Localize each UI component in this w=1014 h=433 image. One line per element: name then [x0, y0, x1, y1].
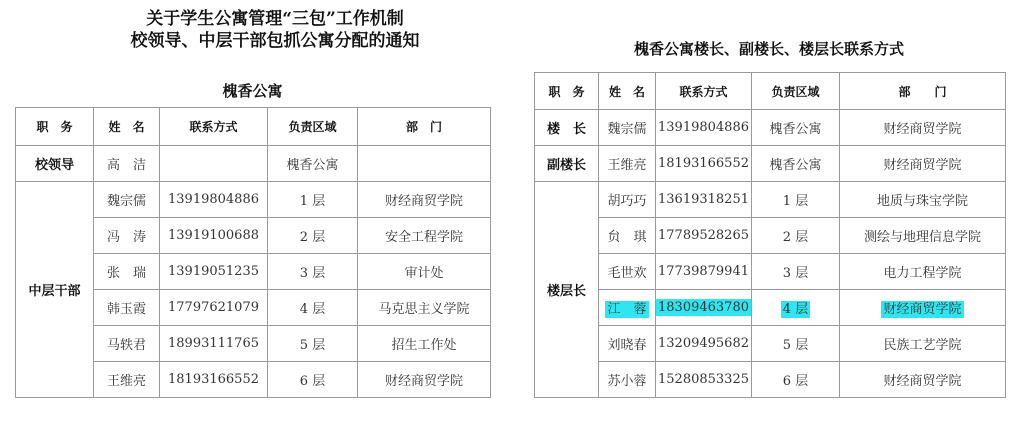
name-cell: 张 瑞 [94, 254, 160, 290]
name-cell: 胡巧巧 [599, 182, 656, 218]
table-row [535, 362, 1006, 398]
name-cell: 苏小蓉 [599, 362, 656, 398]
notice-title [60, 8, 490, 52]
area-cell: 2 层 [752, 218, 840, 254]
name-cell: 高 洁 [94, 146, 160, 182]
phone-cell: 13919804886 [160, 182, 268, 218]
highlighted-dept: 财经商贸学院 [883, 302, 962, 317]
header-dept: 部 门 [358, 108, 491, 146]
table-row [535, 146, 1006, 182]
header-name: 姓 名 [94, 108, 160, 146]
dept-cell: 测绘与地理信息学院 [840, 218, 1006, 254]
area-cell: 3 层 [752, 254, 840, 290]
table-header-row [535, 73, 1006, 110]
area-cell: 槐香公寓 [752, 146, 840, 182]
dept-cell: 财经商贸学院 [358, 362, 491, 398]
phone-cell: 18993111765 [160, 326, 268, 362]
phone-cell: 18193166552 [160, 362, 268, 398]
header-dept: 部 门 [840, 73, 1006, 110]
notice-title-line2: 校领导、中层干部包抓公寓分配的通知 [130, 31, 420, 51]
area-cell: 槐香公寓 [752, 110, 840, 146]
name-cell: 魏宗儒 [599, 110, 656, 146]
highlighted-area: 4 层 [782, 302, 809, 317]
name-cell: 刘晓春 [599, 326, 656, 362]
leader-assignment-table [15, 107, 491, 398]
header-name: 姓 名 [599, 73, 656, 110]
highlighted-name: 江 蓉 [607, 302, 647, 317]
dept-cell: 民族工艺学院 [840, 326, 1006, 362]
area-cell: 槐香公寓 [268, 146, 358, 182]
area-cell: 3 层 [268, 254, 358, 290]
dept-cell: 地质与珠宝学院 [840, 182, 1006, 218]
highlighted-phone: 18309463780 [658, 300, 749, 315]
header-role: 职 务 [535, 73, 599, 110]
area-cell: 1 层 [268, 182, 358, 218]
role-cell: 副楼长 [535, 146, 599, 182]
name-cell: 冯 涛 [94, 218, 160, 254]
table-row [535, 182, 1006, 218]
dept-cell: 财经商贸学院 [840, 362, 1006, 398]
area-cell: 6 层 [268, 362, 358, 398]
phone-cell [160, 146, 268, 182]
area-cell: 2 层 [268, 218, 358, 254]
dept-cell: 马克思主义学院 [358, 290, 491, 326]
name-cell: 韩玉霞 [94, 290, 160, 326]
name-cell [599, 290, 656, 326]
header-area: 负责区域 [268, 108, 358, 146]
table-row [535, 326, 1006, 362]
dept-cell: 电力工程学院 [840, 254, 1006, 290]
area-cell: 5 层 [752, 326, 840, 362]
dept-cell [840, 290, 1006, 326]
notice-title-line1: 关于学生公寓管理“三包”工作机制 [146, 9, 404, 29]
area-cell: 4 层 [268, 290, 358, 326]
dept-cell: 审计处 [358, 254, 491, 290]
table-row [16, 146, 491, 182]
phone-cell: 17797621079 [160, 290, 268, 326]
table-row [535, 218, 1006, 254]
role-cell: 中层干部 [16, 182, 94, 398]
role-cell: 校领导 [16, 146, 94, 182]
table-row [535, 110, 1006, 146]
phone-cell: 13919051235 [160, 254, 268, 290]
table-row [16, 182, 491, 218]
right-table-caption: 槐香公寓楼长、副楼长、楼层长联系方式 [633, 40, 904, 58]
dept-cell: 安全工程学院 [358, 218, 491, 254]
name-cell: 王维亮 [599, 146, 656, 182]
header-phone: 联系方式 [656, 73, 752, 110]
name-cell: 王维亮 [94, 362, 160, 398]
role-cell: 楼层长 [535, 182, 599, 398]
phone-cell [656, 290, 752, 326]
left-table-caption: 槐香公寓 [222, 82, 283, 100]
name-cell: 贠 琪 [599, 218, 656, 254]
phone-cell: 13919804886 [656, 110, 752, 146]
area-cell: 1 层 [752, 182, 840, 218]
name-cell: 马轶君 [94, 326, 160, 362]
phone-cell: 18193166552 [656, 146, 752, 182]
header-role: 职 务 [16, 108, 94, 146]
table-row-highlighted [535, 290, 1006, 326]
phone-cell: 15280853325 [656, 362, 752, 398]
dept-cell: 财经商贸学院 [840, 146, 1006, 182]
phone-cell: 17789528265 [656, 218, 752, 254]
phone-cell: 13209495682 [656, 326, 752, 362]
dept-cell: 招生工作处 [358, 326, 491, 362]
area-cell: 5 层 [268, 326, 358, 362]
phone-cell: 17739879941 [656, 254, 752, 290]
name-cell: 毛世欢 [599, 254, 656, 290]
phone-cell: 13619318251 [656, 182, 752, 218]
dept-cell [358, 146, 491, 182]
dept-cell: 财经商贸学院 [358, 182, 491, 218]
phone-cell: 13919100688 [160, 218, 268, 254]
header-phone: 联系方式 [160, 108, 268, 146]
table-row [535, 254, 1006, 290]
area-cell: 6 层 [752, 362, 840, 398]
dept-cell: 财经商贸学院 [840, 110, 1006, 146]
name-cell: 魏宗儒 [94, 182, 160, 218]
area-cell [752, 290, 840, 326]
table-header-row [16, 108, 491, 146]
building-contact-table [534, 72, 1006, 398]
role-cell: 楼 长 [535, 110, 599, 146]
header-area: 负责区域 [752, 73, 840, 110]
